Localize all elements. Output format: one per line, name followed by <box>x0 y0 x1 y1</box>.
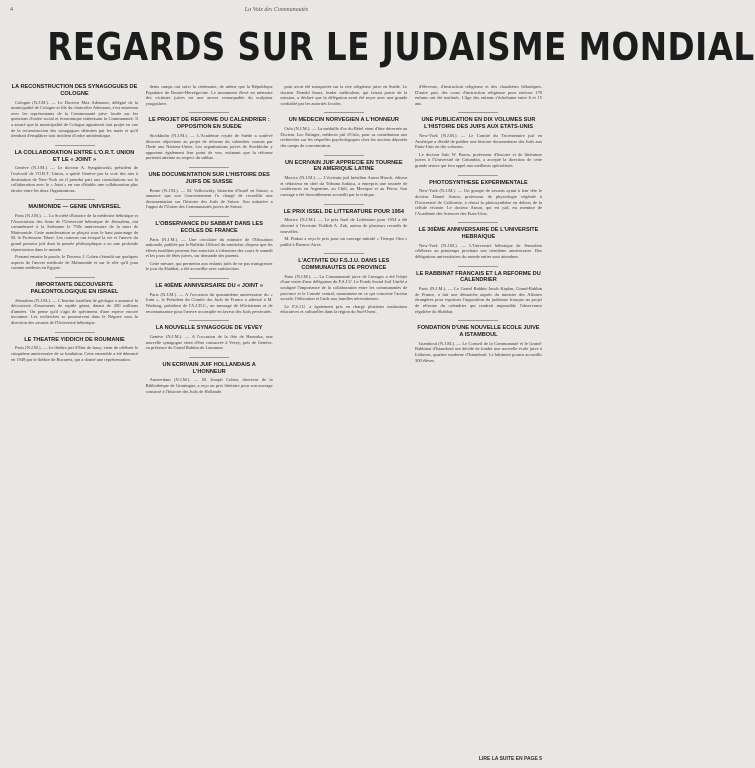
article-title: LE PROJET DE REFORME DU CALENDRIER : OPPOSITION EN SUEDE <box>148 117 270 131</box>
running-title: La Voix des Communautés <box>244 7 309 13</box>
article <box>146 283 273 314</box>
article-paragraph: Paris (N.J.M.). — Une circulaire du ministre de l'Education nationale, publiée par le Bulletin Officiel du ministère, dispose que les élèves israélites peuvent être autorisés à s'absenter des cours le samedi et les jours de fêtes juives, sur demande des parents. <box>145 236 273 259</box>
article-divider <box>189 112 229 113</box>
article-paragraph: Cette mesure, qui permettra aux enfants juifs de ne pas transgresser le jour du Shabbat, a été accueillie avec satisfaction. <box>145 260 273 272</box>
article-divider <box>458 112 498 113</box>
article <box>146 117 273 161</box>
article-divider <box>189 167 229 168</box>
article-title: UN MEDECIN NORVEGIEN A L'HONNEUR <box>288 117 399 124</box>
article-paragraph: Mexico (N.J.M.). — Le prix Issel de Littérature pour 1954 a été décerné à l'écrivain Yiddish A. Zak, auteur de plusieurs recueils de nouvelles. <box>280 217 408 234</box>
article <box>415 117 542 168</box>
article <box>280 117 407 148</box>
continued-notice: LIRE LA SUITE EN PAGE 5 <box>478 756 542 762</box>
article <box>280 84 407 106</box>
article-divider <box>189 320 229 321</box>
article-title: LE 30ÈME ANNIVERSAIRE DE L'UNIVERSITE HEBRAIQUE <box>418 227 539 241</box>
article <box>415 180 542 217</box>
column-3 <box>280 84 407 756</box>
article-title: LA RECONSTRUCTION DES SYNAGOGUES DE COLOGNE <box>11 84 138 97</box>
article-title: PHOTOSYNTHESE EXPERIMENTALE <box>429 179 528 186</box>
article-paragraph: Paris (N.J.M.). — La Société d'histoire de la médecine hébraïque et l'Association des Amis de l'Université hébraïque de Jérusalem, ont commémoré à la Sorbonne le 750e anniversaire de la mort de Maïmonide. Cette manifestation se plaçait sous le haut patronage de M. le Professeur Tiberi. Les orateurs ont évoqué la vie et l'œuvre du grand penseur juif dont la pensée philosophique a eu une profonde répercussion dans le monde. <box>11 213 138 252</box>
article-paragraph: Oslo (N.J.M.). — La médaille d'or du Bétel vient d'être décernée au Docteur Leo Eitinger, médecin juif d'Oslo, pour sa contribution aux recherches sur les séquelles psychologiques chez les anciens déportés des camps de concentration. <box>280 126 408 148</box>
article-title: MAIMONIDE — GENIE UNIVERSEL <box>28 204 121 211</box>
article-paragraph: Genève (N.J.M.). — Le docteur A. Syngalowski, président de l'exécutif de l'O.R.T. Union, a quitté Genève par la voie des airs à destination de New-York où il prendra part aux consultations sur la collaboration avec le « Joint » en vue d'établir une collaboration plus étroite entre les deux Organisations. <box>11 165 138 193</box>
article-columns <box>11 84 542 756</box>
article-paragraph: Paris (N.J.M.). — Le Grand Rabbin Jacob Kaplan, Grand-Rabbin de France, a fait une démarche auprès du ministre des Affaires étrangères pour exprimer l'opposition du judaïsme français au projet de réforme du calendrier qui rendrait impossible l'observance régulière du Shabbat. <box>414 286 542 314</box>
article-divider <box>55 332 95 333</box>
article-divider <box>458 266 498 267</box>
article-title: LA NOUVELLE SYNAGOGUE DE VEVEY <box>155 325 263 332</box>
article-divider <box>324 112 364 113</box>
article <box>146 172 273 210</box>
article-paragraph: New-York (N.J.M.). — L'Université hébraïque de Jérusalem célébrera au printemps prochain son trentième anniversaire. Des délégations universitaires du monde entier sont attendues. <box>414 242 542 260</box>
page-headline: REGARDS SUR LE JUDAISME MONDIAL <box>47 25 755 69</box>
article <box>146 84 273 106</box>
article-title: FONDATION D'UNE NOUVELLE ECOLE JUIVE A ISTAMBOUL <box>417 325 540 339</box>
article <box>280 209 407 248</box>
article-divider <box>458 222 498 223</box>
article <box>415 271 542 315</box>
article-paragraph: New-York (N.J.M.). — Un groupe de savants ayant à leur tête le docteur Daniel Arnon, professeur de physiologie végétale à l'Université de Californie, a réussi la photosynthèse en dehors de la cellule vivante. Le docteur Arnon, qui est juif, est membre de l'Académie des Sciences des Etats-Unis. <box>414 188 542 216</box>
article-divider <box>55 199 95 200</box>
article <box>11 337 138 363</box>
article-divider <box>324 155 364 156</box>
article-paragraph: Paris (N.J.M.). — La Communauté juive de Limoges a été l'objet d'une visite d'une délégation du F.S.J.U. Le Fonds Social Juif Unifié a souligné l'importance de la collaboration entre les communautés de province et le Comité central, notamment en ce qui concerne l'action sociale, l'éducation et l'aide aux familles nécessiteuses. <box>280 273 408 302</box>
article-title: UNE DOCUMENTATION SUR L'HISTOIRE DES JUIFS DE SUISSE <box>148 171 270 185</box>
article-paragraph: Cologne (N.J.M.). — Le Docteur Max Adenauer, délégué de la municipalité de Cologne et fils du chancelier Adenauer, s'est entretenu avec les représentants de la Communauté juive locale sur les questions d'ordre social et économique intéressant la Communauté. Il a assuré que la municipalité de Cologne appuierait tout projet en vue de la reconstruction des synagogues détruites par les nazis et qu'il tiendrait d'emplâtrer tout incident d'ordre antisémitique. <box>11 99 138 139</box>
article-paragraph: Paris (N.J.M.). — A l'occasion du quarantième anniversaire du « Joint », le Président du Comité des Juifs de France a adressé à M. Warburg, président de l'A.J.D.C., un message de félicitations et de reconnaissance pour l'œuvre accomplie en faveur des Juifs persécutés. <box>145 291 273 314</box>
article <box>146 325 273 351</box>
running-head <box>10 7 543 17</box>
article-title: LE 40ÈME ANNIVERSAIRE DU « JOINT » <box>155 283 263 290</box>
article-title: L'ACTIVITE DU F.S.J.U. DANS LES COMMUNAUTES DE PROVINCE <box>298 258 390 272</box>
article-paragraph: Mexico (N.J.M.). — L'écrivain juif brésilien Aaron Hirsch, éditeur et rédacteur en chef du Tribuna Judaica, a entrepris une tournée de conférences en Argentine, au Chili, au Mexique et au Pérou. Son ouvrage a été favorablement accueilli par la critique. <box>280 175 408 197</box>
article <box>11 84 138 139</box>
page-number: 4 <box>10 7 13 13</box>
article-divider <box>458 320 498 321</box>
article-divider <box>55 277 95 278</box>
article <box>415 227 542 259</box>
article-divider <box>458 175 498 176</box>
article-title: UN ECRIVAIN JUIF HOLLANDAIS A L'HONNEUR <box>162 361 256 375</box>
article-divider <box>189 357 229 358</box>
article-title: L'OBSERVANCE DU SABBAT DANS LES ECOLES DE FRANCE <box>155 220 263 234</box>
article <box>280 160 407 198</box>
article-title: IMPORTANTE DECOUVERTE PALEONTOLOGIQUE EN ISRAEL <box>30 282 119 295</box>
article-title: LE RABBINAT FRANCAIS ET LA REFORME DU CALENDRIER <box>416 270 541 284</box>
article-title: LE PRIX ISSEL DE LITTERATURE POUR 1954 <box>283 208 405 215</box>
article-paragraph: New-York (N.J.M.). — Le Comité du Tricentenaire juif en Amérique a décidé de publier une histoire documentaire des Juifs aux Etats-Unis en dix volumes. <box>414 132 542 150</box>
article-paragraph: Genève (N.J.M.). — A l'occasion de la fête de Hanouka, une nouvelle synagogue vient d'être consacrée à Vevey, près de Genève, en présence du Grand Rabbin de Lausanne. <box>145 334 273 351</box>
article-divider <box>324 253 364 254</box>
article-title: UN ECRIVAIN JUIF APPRECIE EN TOURNEE EN AMERIQUE LATINE <box>284 159 403 173</box>
article-paragraph: Stockholm (N.J.M.). — L'Académie royale de Suède a soulevé diverses objections au projet de réforme du calendrier soumis par l'Inde aux Nations-Unies. Les organisations juives de Stockholm y apportent également leur point de vue, estimant que la réforme porterait atteinte au respect du sabbat. <box>145 132 273 161</box>
article <box>280 258 407 315</box>
article-paragraph: Amsterdam (N.J.M.). — M. Joseph Cohen, directeur de la Bibliothèque de Groningue, a reçu un prix littéraire pour son ouvrage consacré à l'histoire des Juifs de Hollande. <box>145 377 273 394</box>
article <box>415 325 542 363</box>
article-paragraph: pour avoir été transportés sur la rive religieuse juive en Suède. Le docteur Donald Sauer, leader méthodiste, qui faisait partie de la mission, a déclaré que la délégation avait été reçue avec une grande cordialité par les autorités locales. <box>280 84 408 106</box>
article-paragraph: Le F.S.J.U. a également pris en charge plusieurs institutions éducatives et culturelles dans la région du Sud-Ouest. <box>280 303 408 315</box>
article-paragraph: dents camps ont suivi la cérémonie, de même que la République Populaire de Bosnie-Herzégovine. Le monument élevé en mémoire des victimes juives est une œuvre remarquable du sculpteur yougoslave. <box>145 84 273 106</box>
article-paragraph: Istamboul (N.J.M.). — Le Conseil de la Communauté et le Grand-Rabbinat d'Istamboul ont décidé de fonder une nouvelle école juive à Ichlaven, quartier moderne d'Istamboul. Le bâtiment pourra accueillir 300 élèves. <box>414 340 542 363</box>
article <box>11 150 138 194</box>
article <box>11 282 138 326</box>
article <box>146 362 273 394</box>
column-4 <box>415 84 542 756</box>
article-paragraph: Berne (N.J.M.). — M. Vallcowsky, historien d'Israël en Suisse, a annoncé que son Gouvernement l'a chargé de recueillir une documentation sur l'histoire des Juifs de Suisse. Son initiative a l'appui de l'Union des Communautés juives de Suisse. <box>145 187 273 210</box>
article-divider <box>324 204 364 205</box>
article-paragraph: Le docteur Salo W. Baron, professeur d'histoire et de littérature juives à l'Université de Columbia, a accepté la direction de cette grande œuvre qui fera appel aux meilleurs spécialistes. <box>414 151 542 168</box>
article-divider <box>189 216 229 217</box>
article <box>11 204 138 271</box>
article-paragraph: Jérusalem (N.J.M.). — L'Institut israélien de géologie a annoncé la découverte d'ossements de reptile géant, datant de 200 millions d'années. On pense qu'il s'agit de spécimens d'une espèce encore inconnue. Les recherches se poursuivent dans le Néguev sous la direction des savants de l'Université hébraïque. <box>11 297 138 326</box>
article-divider <box>189 278 229 279</box>
column-2 <box>146 84 273 756</box>
article-divider <box>55 145 95 146</box>
article <box>146 221 273 272</box>
column-1 <box>11 84 138 756</box>
article-paragraph: M. Pinkas a reçu le prix pour un ouvrage intitulé « Tiempo Otra » publié à Buenos-Aires. <box>280 236 408 247</box>
article-paragraph: Paris (N.J.M.). — Le théâtre juif d'Etat de Jassy, vient de célébrer le cinquième anniversaire de sa fondation. Cette ensemble a été dénoncé en 1948 par le théâtre de Bucarest, qui a donné une représentation. <box>11 345 138 362</box>
article-title: LE THEATRE YIDDICH DE ROUMANIE <box>24 336 125 343</box>
article-title: UNE PUBLICATION EN DIX VOLUMES SUR L'HISTOIRE DES JUIFS AUX ETATS-UNIS <box>421 117 536 131</box>
article-title: LA COLLABORATION ENTRE L'O.R.T. UNION ET LE « JOINT » <box>14 149 135 163</box>
article <box>415 84 542 106</box>
article-paragraph: Prenant ensuite la parole, le Docteur J. Cohen s'étendit sur quelques aspects de l'œuvre médicale de Maïmonide et sur le rôle qu'il joua comme médecin en Egypte. <box>11 254 138 271</box>
article-paragraph: d'éleveurs, d'instruction religieuse et des chaudières hébraïques. D'autre part, des cours d'instruction religieuse pour environ 170 enfants ont été institués. L'âge des enfants s'échelonne entre 6 et 15 ans. <box>414 84 542 106</box>
